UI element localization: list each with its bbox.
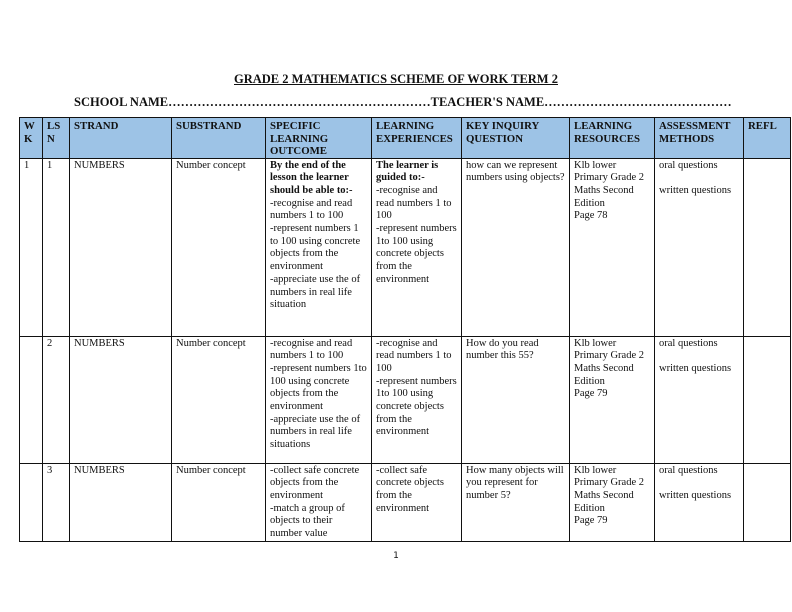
page-number: 1 — [393, 551, 399, 561]
question-cell — [462, 336, 570, 463]
header-assessment-methods: ASSESSMENT METHODS — [655, 118, 744, 159]
reflection-cell — [744, 463, 791, 541]
table-header-row — [20, 118, 791, 159]
experience-intro: The learner is guided to:- — [376, 159, 439, 184]
strand-value: NUMBERS — [74, 337, 125, 349]
resource-page: Page 79 — [574, 515, 608, 527]
header-strand: STRAND — [70, 118, 172, 159]
assessment-methods — [659, 338, 739, 376]
outcome-lines — [270, 465, 367, 541]
outcome-lines — [270, 338, 367, 452]
cell-line: -represent numbers 1to 100 using concrete objects from the environment — [270, 362, 367, 413]
cell-line: -appreciate use the of numbers in real life situation — [270, 273, 361, 311]
week-cell — [20, 463, 43, 541]
outcome-cell — [266, 336, 372, 463]
cell-line: -recognise and read numbers 1 to 100 — [376, 184, 452, 222]
cell-line: -represent numbers 1to 100 using concrete objects from the environment — [376, 223, 457, 285]
header-learning-experiences: LEARNING EXPERIENCES — [372, 118, 462, 159]
outcome-intro: By the end of the lesson the learner should be able to:- — [270, 159, 353, 196]
header-lesson: LS N — [43, 118, 70, 159]
resource-page: Page 79 — [574, 388, 608, 400]
cell-line: oral questions — [659, 337, 718, 349]
document-title — [0, 72, 792, 87]
substrand-value: Number concept — [176, 464, 246, 476]
header-week: W K — [20, 118, 43, 159]
header-specific-learning-outcome: SPECIFIC LEARNING OUTCOME — [266, 118, 372, 159]
outcome-cell — [266, 158, 372, 336]
lesson-value: 2 — [47, 337, 53, 349]
week-cell — [20, 336, 43, 463]
outcome-lines — [270, 198, 367, 312]
resources-cell — [570, 158, 655, 336]
learning-resource: Klb lower Primary Grade 2 Maths Second Edition — [574, 464, 644, 514]
week-cell — [20, 158, 43, 336]
lesson-cell — [43, 463, 70, 541]
cell-line: written questions — [659, 362, 732, 374]
substrand-value: Number concept — [176, 159, 246, 171]
substrand-cell — [172, 158, 266, 336]
school-teacher-name-line: SCHOOL NAME………………………………………………………TEACHER'S NAME……………………………………… — [74, 95, 732, 109]
cell-line: -collect safe concrete objects from the environment — [270, 464, 360, 501]
header-learning-resources: LEARNING RESOURCES — [570, 118, 655, 159]
cell-line: -represent numbers 1 to 100 using concrete objects from the environment — [270, 223, 361, 273]
resource-page: Page 78 — [574, 210, 608, 222]
resources-cell — [570, 336, 655, 463]
strand-cell — [70, 463, 172, 541]
cell-line: -collect safe concrete objects from the environment — [376, 464, 444, 514]
key-inquiry-question: how can we represent numbers using objects? — [466, 159, 565, 184]
experience-cell — [372, 336, 462, 463]
learning-resource: Klb lower Primary Grade 2 Maths Second Edition — [574, 337, 644, 387]
header-reflection: REFL — [744, 118, 791, 159]
lesson-cell — [43, 158, 70, 336]
cell-line: -recognise and read numbers 1 to 100 — [270, 197, 353, 222]
strand-cell — [70, 158, 172, 336]
experience-lines — [376, 338, 457, 440]
cell-line: oral questions — [659, 464, 718, 476]
question-cell — [462, 158, 570, 336]
spacer — [659, 172, 739, 185]
table-row — [20, 336, 791, 463]
assessment-methods — [659, 465, 739, 503]
week-value: 1 — [24, 159, 30, 171]
assessment-cell — [655, 463, 744, 541]
lesson-value: 3 — [47, 464, 53, 476]
question-cell — [462, 463, 570, 541]
cell-line: -represent numbers 1to 100 using concrete objects from the environment — [376, 375, 457, 438]
experience-lines — [376, 465, 457, 516]
cell-line: written questions — [659, 489, 732, 501]
header-key-inquiry-question: KEY INQUIRY QUESTION — [462, 118, 570, 159]
spacer — [659, 350, 739, 363]
scheme-of-work-table — [19, 117, 791, 542]
document-title-text: GRADE 2 MATHEMATICS SCHEME OF WORK TERM 2 — [234, 72, 558, 86]
cell-line: -match a group of objects to their number value — [270, 502, 345, 540]
reflection-cell — [744, 336, 791, 463]
cell-line: written questions — [659, 184, 732, 196]
substrand-cell — [172, 336, 266, 463]
assessment-cell — [655, 336, 744, 463]
substrand-value: Number concept — [176, 337, 246, 349]
cell-line: oral questions — [659, 159, 718, 171]
lesson-cell — [43, 336, 70, 463]
outcome-cell — [266, 463, 372, 541]
key-inquiry-question: How many objects will you represent for number 5? — [466, 464, 564, 501]
experience-lines — [376, 185, 457, 287]
resources-cell — [570, 463, 655, 541]
experience-cell — [372, 463, 462, 541]
assessment-methods — [659, 160, 739, 198]
table-row — [20, 463, 791, 541]
strand-cell — [70, 336, 172, 463]
strand-value: NUMBERS — [74, 464, 125, 476]
lesson-value: 1 — [47, 159, 53, 171]
key-inquiry-question: How do you read number this 55? — [466, 337, 539, 362]
header-substrand: SUBSTRAND — [172, 118, 266, 159]
cell-line: -appreciate use the of numbers in real life situations — [270, 413, 361, 451]
assessment-cell — [655, 158, 744, 336]
experience-cell — [372, 158, 462, 336]
substrand-cell — [172, 463, 266, 541]
learning-resource: Klb lower Primary Grade 2 Maths Second Edition — [574, 159, 644, 209]
reflection-cell — [744, 158, 791, 336]
cell-line: -recognise and read numbers 1 to 100 — [376, 337, 452, 374]
table-row — [20, 158, 791, 336]
cell-line: -recognise and read numbers 1 to 100 — [270, 337, 353, 362]
spacer — [659, 477, 739, 490]
strand-value: NUMBERS — [74, 159, 125, 171]
